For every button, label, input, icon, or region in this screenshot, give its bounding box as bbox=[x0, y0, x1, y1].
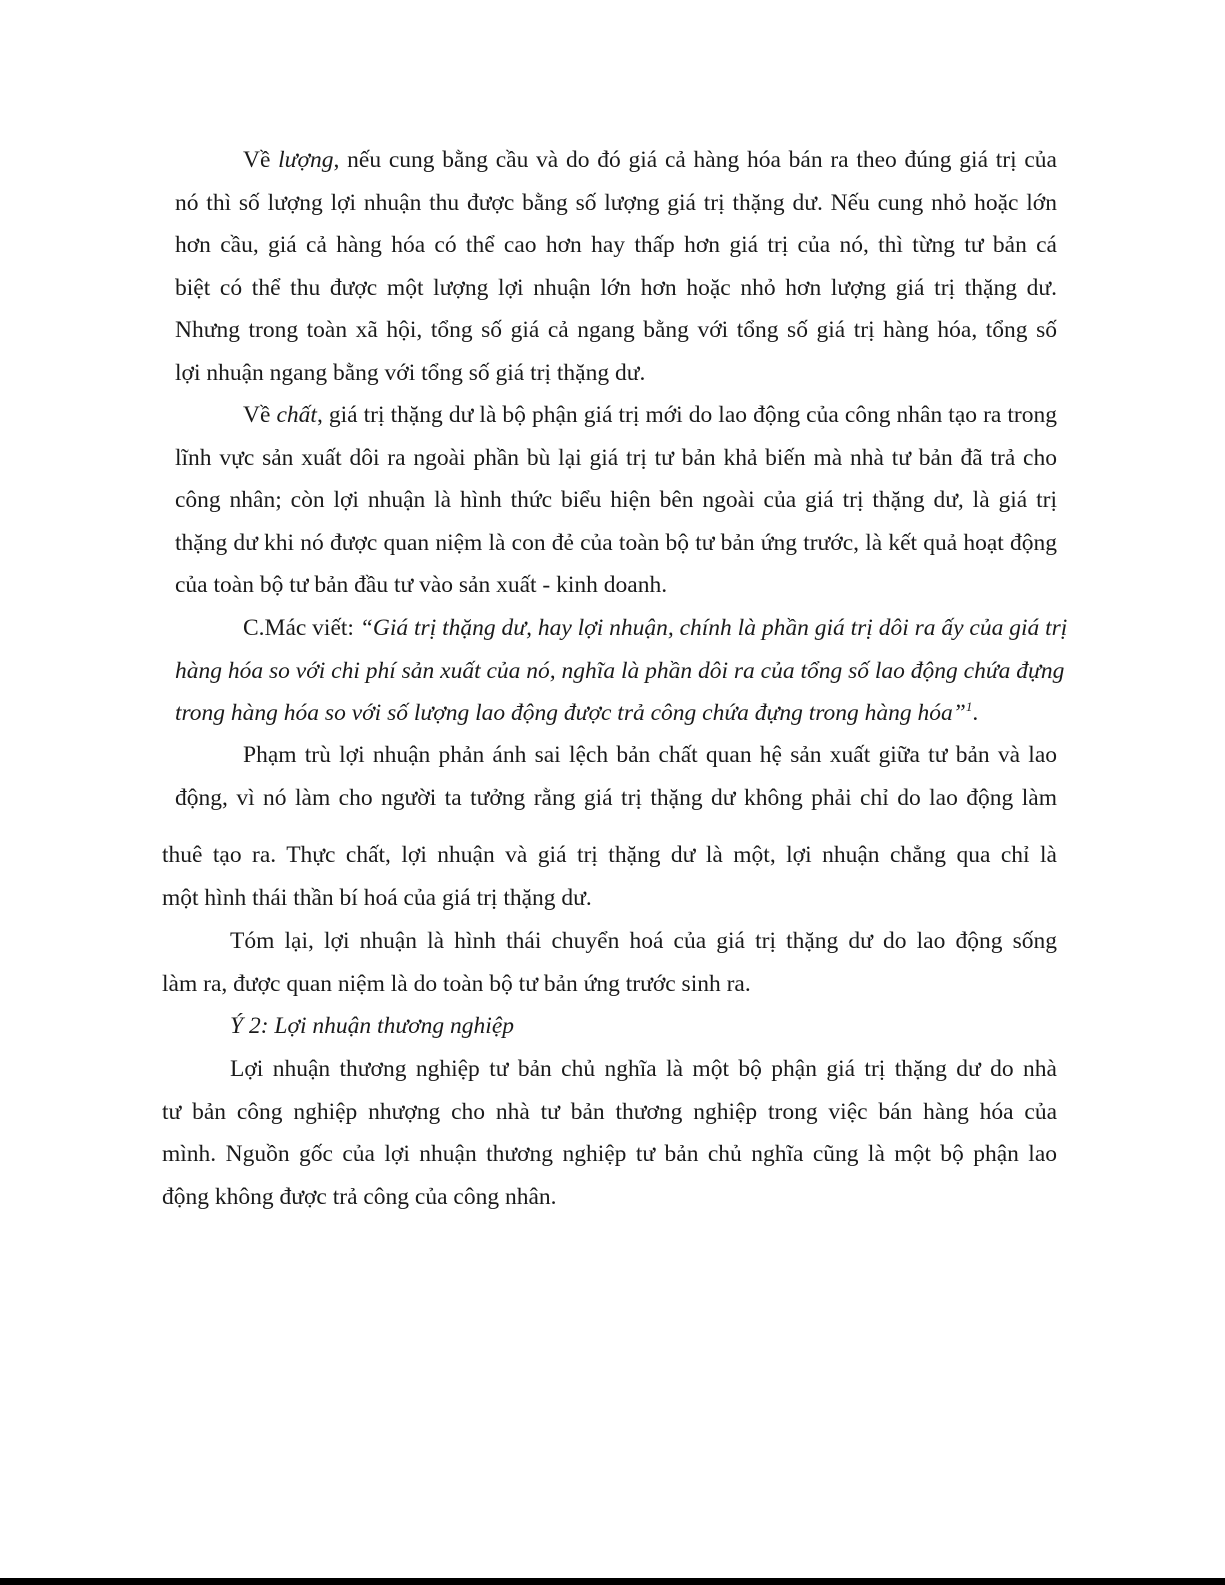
text-line: trong hàng hóa so với số lượng lao động được trả công chứa đựng trong hàng hóa”$^1$. bbox=[175, 699, 979, 726]
text-line: Về lượng, nếu cung bằng cầu và do đó giá cả hàng hóa bán ra theo đúng giá trị của bbox=[243, 147, 1057, 173]
text-line: C.Mác viết: “Giá trị thặng dư, hay lợi nhuận, chính là phần giá trị dôi ra ấy của giá trị bbox=[243, 615, 1068, 641]
text-line: của toàn bộ tư bản đầu tư vào sản xuất - kinh doanh. bbox=[175, 572, 668, 598]
text-line: một hình thái thần bí hoá của giá trị thặng dư. bbox=[162, 884, 592, 911]
footnote-marker: 1 bbox=[965, 699, 973, 715]
text-line: Phạm trù lợi nhuận phản ánh sai lệch bản chất quan hệ sản xuất giữa tư bản và lao bbox=[243, 742, 1057, 768]
paragraph-thuc-chat bbox=[162, 834, 1057, 919]
text-line: lĩnh vực sản xuất dôi ra ngoài phần bù lại giá trị tư bản khả biến mà nhà tư bản đã trả cho bbox=[175, 444, 1057, 471]
paragraph-thuong-nghiep bbox=[162, 1048, 1057, 1218]
text-line: Lợi nhuận thương nghiệp tư bản chủ nghĩa là một bộ phận giá trị thặng dư do nhà bbox=[230, 1056, 1057, 1082]
text-line: động không được trả công của công nhân. bbox=[162, 1183, 557, 1210]
text-line: Nhưng trong toàn xã hội, tổng số giá cả ngang bằng với tổng số giá trị hàng hóa, tổng số bbox=[175, 317, 1057, 343]
text-line: nó thì số lượng lợi nhuận thu được bằng số lượng giá trị thặng dư. Nếu cung nhỏ hoặc lớn bbox=[175, 189, 1057, 216]
paragraph-pham-tru bbox=[175, 734, 1057, 819]
text-line: thuê tạo ra. Thực chất, lợi nhuận và giá trị thặng dư là một, lợi nhuận chẳng qua chỉ là bbox=[162, 842, 1057, 868]
text-line: tư bản công nghiệp nhượng cho nhà tư bản thương nghiệp trong việc bán hàng hóa của bbox=[162, 1098, 1057, 1125]
text-line: lợi nhuận ngang bằng với tổng số giá trị thặng dư. bbox=[175, 359, 646, 386]
text-line: Về chất, giá trị thặng dư là bộ phận giá trị mới do lao động của công nhân tạo ra trong bbox=[243, 402, 1057, 428]
text-line: hơn cầu, giá cả hàng hóa có thể cao hơn hay thấp hơn giá trị của nó, thì từng tư bản cá bbox=[175, 232, 1057, 258]
text-line: biệt có thể thu được một lượng lợi nhuận lớn hơn hoặc nhỏ hơn lượng giá trị thặng dư. bbox=[175, 274, 1057, 301]
section-heading bbox=[230, 1005, 830, 1048]
text-line: hàng hóa so với chi phí sản xuất của nó, nghĩa là phần dôi ra của tổng số lao động chứa đựng bbox=[175, 657, 1065, 684]
paragraph-chat bbox=[175, 394, 1057, 607]
text-line: công nhân; còn lợi nhuận là hình thức biểu hiện bên ngoài của giá trị thặng dư, là giá trị bbox=[175, 487, 1057, 513]
text-line: làm ra, được quan niệm là do toàn bộ tư bản ứng trước sinh ra. bbox=[162, 970, 751, 997]
paragraph-tom-lai bbox=[162, 920, 1057, 1005]
text-line: thặng dư khi nó được quan niệm là con đẻ của toàn bộ tư bản ứng trước, là kết quả hoạt động bbox=[175, 529, 1057, 556]
paragraph-quote bbox=[175, 607, 1068, 735]
text-line: mình. Nguồn gốc của lợi nhuận thương nghiệp tư bản chủ nghĩa cũng là một bộ phận lao bbox=[162, 1141, 1057, 1167]
paragraph-luong bbox=[175, 139, 1057, 394]
heading-text: Ý 2: Lợi nhuận thương nghiệp bbox=[230, 1013, 515, 1039]
text-line: Tóm lại, lợi nhuận là hình thái chuyển hoá của giá trị thặng dư do lao động sống bbox=[230, 928, 1057, 954]
bottom-border bbox=[0, 1578, 1225, 1585]
text-line: động, vì nó làm cho người ta tưởng rằng giá trị thặng dư không phải chỉ do lao động làm bbox=[175, 784, 1057, 811]
